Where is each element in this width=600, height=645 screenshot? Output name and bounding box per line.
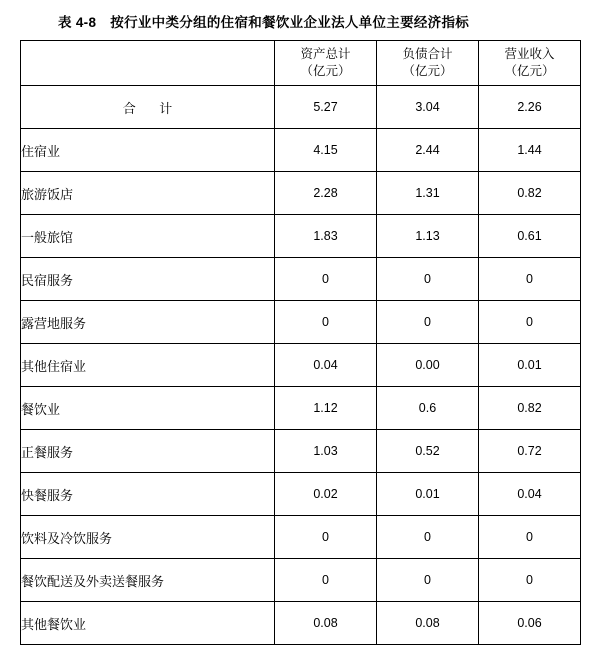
row-label: 餐饮配送及外卖送餐服务 — [21, 559, 275, 602]
table-row — [21, 602, 581, 645]
row-label: 民宿服务 — [21, 258, 275, 301]
header-revenue-line1: 营业收入 — [504, 47, 555, 62]
table-header-row — [21, 41, 581, 86]
header-revenue-line2: （亿元） — [504, 64, 555, 78]
row-label: 正餐服务 — [21, 430, 275, 473]
table-row — [21, 258, 581, 301]
table-row — [21, 86, 581, 129]
row-value-assets: 0 — [275, 258, 377, 301]
row-value-liabilities: 0 — [377, 516, 479, 559]
row-label: 其他餐饮业 — [21, 602, 275, 645]
table-row — [21, 559, 581, 602]
row-value-revenue: 0 — [479, 258, 581, 301]
row-value-assets: 1.12 — [275, 387, 377, 430]
row-value-revenue: 0.06 — [479, 602, 581, 645]
row-value-assets: 0 — [275, 301, 377, 344]
table-row — [21, 215, 581, 258]
row-label: 合 计 — [21, 86, 275, 129]
row-label: 快餐服务 — [21, 473, 275, 516]
row-value-assets: 2.28 — [275, 172, 377, 215]
economic-indicators-table — [20, 40, 581, 645]
row-value-revenue: 0 — [479, 516, 581, 559]
row-value-revenue: 0.72 — [479, 430, 581, 473]
table-header — [21, 41, 581, 86]
row-label: 饮料及冷饮服务 — [21, 516, 275, 559]
row-value-liabilities: 2.44 — [377, 129, 479, 172]
row-value-liabilities: 1.13 — [377, 215, 479, 258]
table-row — [21, 473, 581, 516]
header-cell-assets — [275, 41, 377, 86]
table-row — [21, 172, 581, 215]
row-value-assets: 0 — [275, 559, 377, 602]
header-liabilities-line1: 负债合计 — [402, 47, 453, 62]
row-value-revenue: 0.61 — [479, 215, 581, 258]
row-label: 餐饮业 — [21, 387, 275, 430]
row-value-liabilities: 1.31 — [377, 172, 479, 215]
header-assets-line1: 资产总计 — [300, 47, 351, 62]
row-label: 其他住宿业 — [21, 344, 275, 387]
table-body — [21, 86, 581, 645]
row-value-revenue: 0 — [479, 301, 581, 344]
table-row — [21, 344, 581, 387]
row-value-liabilities: 0.08 — [377, 602, 479, 645]
row-value-revenue: 1.44 — [479, 129, 581, 172]
table-number: 表 4-8 — [58, 15, 97, 30]
row-value-assets: 0.08 — [275, 602, 377, 645]
row-label: 住宿业 — [21, 129, 275, 172]
table-title — [0, 0, 600, 40]
row-value-liabilities: 0.00 — [377, 344, 479, 387]
row-label: 露营地服务 — [21, 301, 275, 344]
table-row — [21, 129, 581, 172]
row-value-liabilities: 0 — [377, 301, 479, 344]
row-label: 旅游饭店 — [21, 172, 275, 215]
row-value-revenue: 0 — [479, 559, 581, 602]
row-value-assets: 0.04 — [275, 344, 377, 387]
row-value-liabilities: 0 — [377, 559, 479, 602]
row-value-revenue: 0.04 — [479, 473, 581, 516]
row-value-revenue: 0.01 — [479, 344, 581, 387]
row-value-revenue: 2.26 — [479, 86, 581, 129]
row-value-revenue: 0.82 — [479, 172, 581, 215]
row-value-assets: 5.27 — [275, 86, 377, 129]
table-row — [21, 430, 581, 473]
row-value-assets: 0 — [275, 516, 377, 559]
row-value-liabilities: 0.52 — [377, 430, 479, 473]
row-value-liabilities: 3.04 — [377, 86, 479, 129]
row-value-assets: 0.02 — [275, 473, 377, 516]
table-caption: 按行业中类分组的住宿和餐饮业企业法人单位主要经济指标 — [110, 15, 470, 30]
header-cell-label — [21, 41, 275, 86]
row-value-revenue: 0.82 — [479, 387, 581, 430]
header-cell-liabilities — [377, 41, 479, 86]
table-row — [21, 301, 581, 344]
row-value-assets: 1.83 — [275, 215, 377, 258]
row-value-liabilities: 0 — [377, 258, 479, 301]
row-value-liabilities: 0.01 — [377, 473, 479, 516]
row-value-assets: 4.15 — [275, 129, 377, 172]
table-row — [21, 387, 581, 430]
table-row — [21, 516, 581, 559]
row-label: 一般旅馆 — [21, 215, 275, 258]
row-value-assets: 1.03 — [275, 430, 377, 473]
header-assets-line2: （亿元） — [300, 64, 351, 78]
row-value-liabilities: 0.6 — [377, 387, 479, 430]
header-liabilities-line2: （亿元） — [402, 64, 453, 78]
header-cell-revenue — [479, 41, 581, 86]
